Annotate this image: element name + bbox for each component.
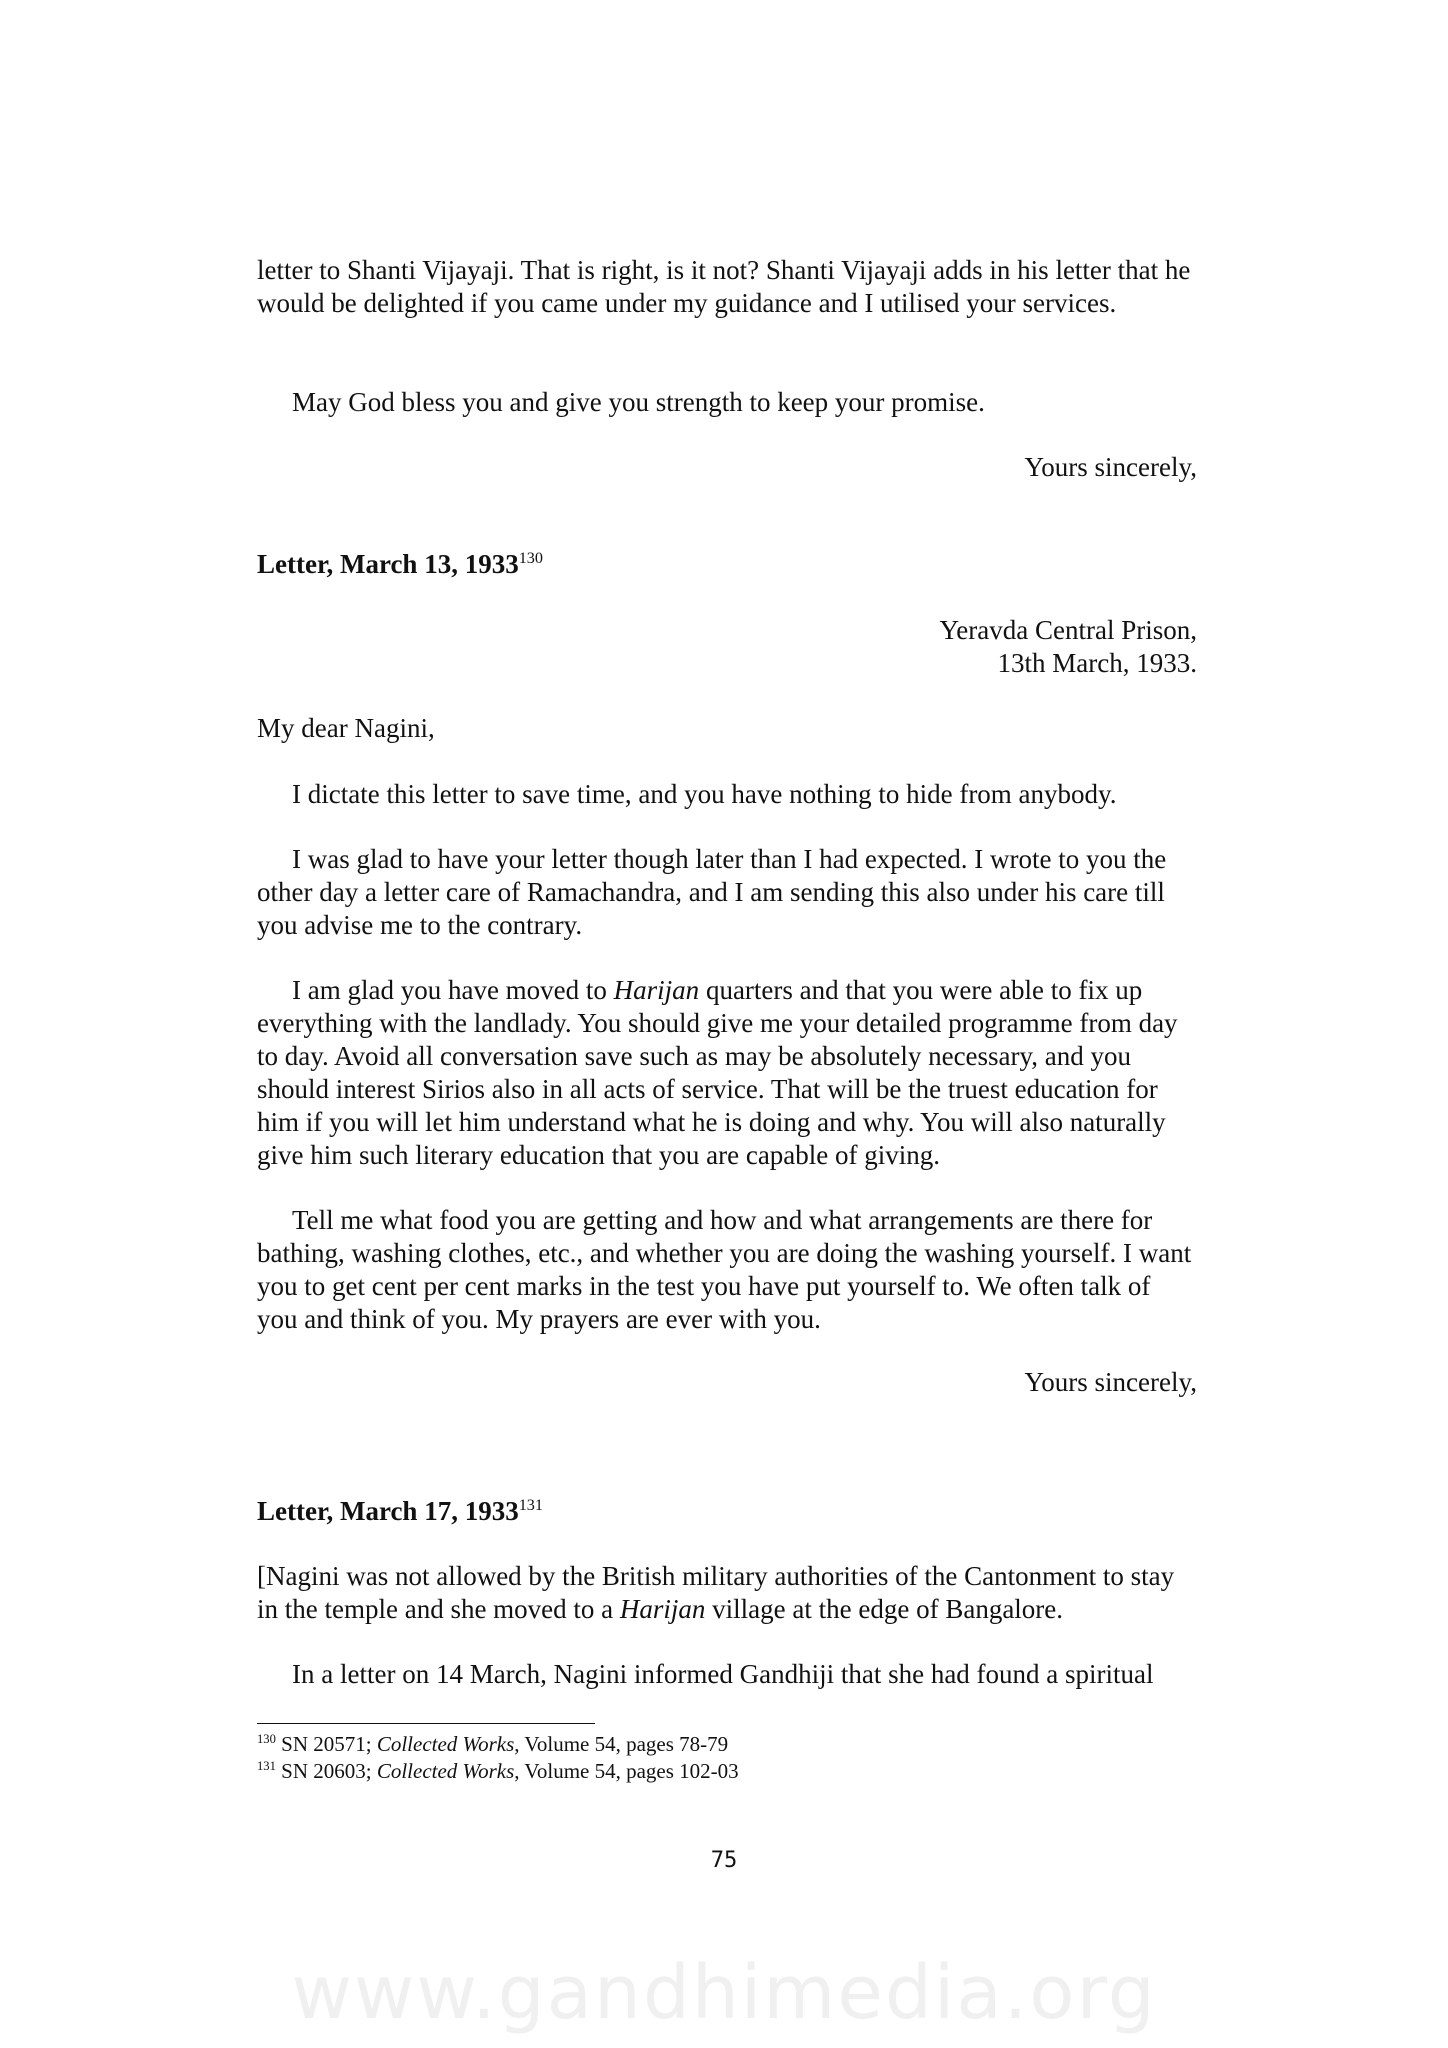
italic-text: Collected Works bbox=[376, 1732, 515, 1756]
footnote-131 bbox=[257, 1758, 1197, 1785]
closing-text: Yours sincerely, bbox=[1024, 452, 1197, 482]
address-block bbox=[257, 614, 1197, 680]
text-run: , Volume 54, pages 78-79 bbox=[514, 1732, 729, 1756]
date-line: 13th March, 1933. bbox=[997, 648, 1197, 678]
footnote-number: 130 bbox=[257, 1732, 276, 1746]
salutation bbox=[257, 712, 1197, 745]
paragraph bbox=[257, 1560, 1197, 1626]
footnote-130 bbox=[257, 1731, 1197, 1758]
italic-text: Harijan bbox=[613, 975, 700, 1005]
paragraph: I dictate this letter to save time, and you have nothing to hide from anybody. bbox=[292, 779, 1117, 809]
paragraph: Tell me what food you are getting and how and what arrangements are there for bathing, washing clothes, etc., and whether you are doing the washing yourself. I want you to get cent per cent marks in the test you have put yourself to. We often talk of you and think of you. My prayers are ever with you. bbox=[257, 1205, 1192, 1334]
heading-text: Letter, March 13, 1933 bbox=[257, 549, 519, 579]
footnote-number: 131 bbox=[257, 1759, 276, 1773]
text-run: SN 20603; bbox=[275, 1759, 377, 1783]
paragraph: I was glad to have your letter though later than I had expected. I wrote to you the other day a letter care of Ramachandra, and I am sending this also under his care till you advise me to the contrary. bbox=[257, 844, 1167, 940]
paragraph: May God bless you and give you strength to keep your promise. bbox=[292, 387, 985, 417]
closing-text: Yours sincerely, bbox=[1024, 1367, 1197, 1397]
text-run: SN 20571; bbox=[275, 1732, 377, 1756]
letter-continuation-paragraph bbox=[257, 254, 1197, 320]
letter-paragraph-4 bbox=[257, 1204, 1197, 1336]
text-run: quarters and that you were able to fix up everything with the landlady. You should give me your detailed programme from day to day. Avoid all conversation save such as may be absolutely necessary, and you should interest Sirios also in all acts of service. That will be the truest education for him if you will let him understand what he is doing and why. You will also naturally give him such literary education that you are capable of giving. bbox=[257, 975, 1178, 1170]
text-run: village at the edge of Bangalore. bbox=[705, 1594, 1064, 1624]
page-number: 75 bbox=[710, 1848, 738, 1873]
italic-text: Collected Works bbox=[376, 1759, 515, 1783]
watermark: www.gandhimedia.org bbox=[291, 1950, 1157, 2036]
editor-note-paragraph-2 bbox=[257, 1658, 1197, 1691]
blessing-paragraph bbox=[257, 386, 1197, 419]
text-run: I am glad you have moved to bbox=[292, 975, 614, 1005]
address-line: Yeravda Central Prison, bbox=[939, 615, 1197, 645]
paragraph: In a letter on 14 March, Nagini informed Gandhiji that she had found a spiritual bbox=[292, 1659, 1154, 1689]
section-heading-1 bbox=[257, 548, 1197, 581]
paragraph bbox=[257, 974, 1197, 1172]
footnote-ref-130[interactable]: 130 bbox=[518, 549, 543, 567]
closing-1 bbox=[257, 451, 1197, 484]
letter-paragraph-2 bbox=[257, 843, 1197, 942]
salutation-text: My dear Nagini, bbox=[257, 713, 435, 743]
paragraph: letter to Shanti Vijayaji. That is right, is it not? Shanti Vijayaji adds in his letter that he would be delighted if you came under my guidance and I utilised your services. bbox=[257, 255, 1191, 318]
letter-paragraph-1 bbox=[257, 778, 1197, 811]
heading-text: Letter, March 17, 1933 bbox=[257, 1496, 519, 1526]
closing-2 bbox=[257, 1366, 1197, 1399]
text-run: [Nagini was not allowed by the British military authorities of the Cantonment to stay in the temple and she moved to a bbox=[257, 1561, 1175, 1624]
footnote-ref-131[interactable]: 131 bbox=[518, 1496, 543, 1514]
section-heading-2 bbox=[257, 1495, 1197, 1528]
editor-note-paragraph bbox=[257, 1560, 1197, 1626]
text-run: , Volume 54, pages 102-03 bbox=[514, 1759, 739, 1783]
italic-text: Harijan bbox=[619, 1594, 706, 1624]
letter-paragraph-3 bbox=[257, 974, 1197, 1172]
footnote-divider bbox=[257, 1723, 595, 1724]
